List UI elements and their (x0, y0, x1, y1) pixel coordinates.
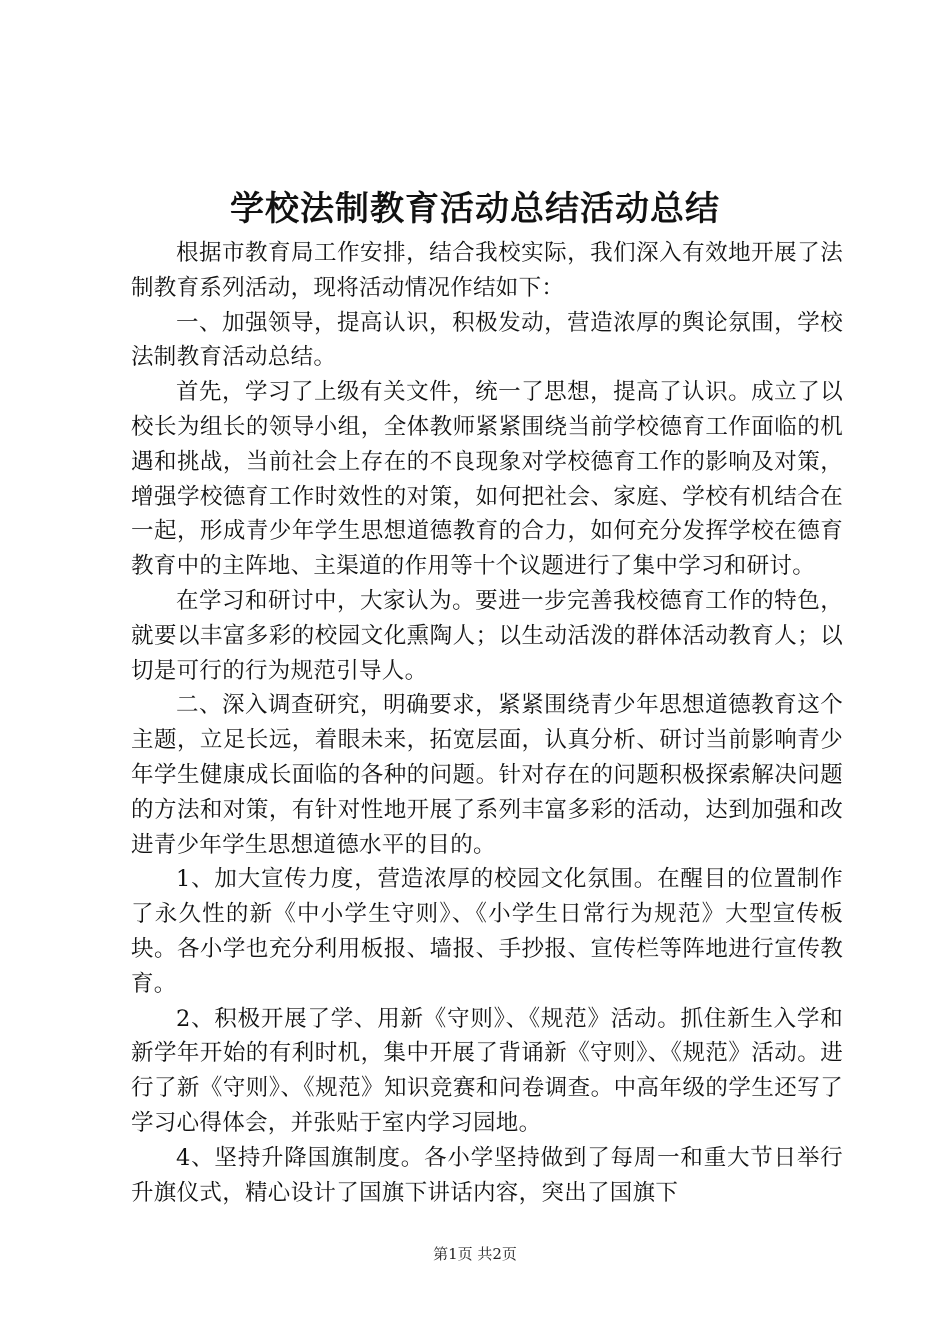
paragraph-discussion: 在学习和研讨中，大家认为。要进一步完善我校德育工作的特色，就要以丰富多彩的校园文化熏陶人；以生动活泼的群体活动教育人；以切是可行的行为规范引导人。 (131, 587, 843, 684)
paragraph-item-4: 4、坚持升降国旗制度。各小学坚持做到了每周一和重大节日举行升旗仪式，精心设计了国旗下讲话内容，突出了国旗下 (131, 1144, 843, 1206)
paragraph-intro: 根据市教育局工作安排，结合我校实际，我们深入有效地开展了法制教育系列活动，现将活动情况作结如下： (131, 240, 843, 301)
paragraph-first: 首先，学习了上级有关文件，统一了思想，提高了认识。成立了以校长为组长的领导小组，全体教师紧紧围绕当前学校德育工作面临的机遇和挑战，当前社会上存在的不良现象对学校德育工作的影响及对策，增强学校德育工作时效性的对策，如何把社会、家庭、学校有机结合在一起，形成青少年学生思想道德教育的合力，如何充分发挥学校在德育教育中的主阵地、主渠道的作用等十个议题进行了集中学习和研讨。 (131, 379, 843, 580)
page-title: 学校法制教育活动总结活动总结 (230, 189, 720, 229)
paragraph-item-2: 2、积极开展了学、用新《守则》、《规范》活动。抓住新生入学和新学年开始的有利时机，集中开展了背诵新《守则》、《规范》活动。进行了新《守则》、《规范》知识竞赛和问卷调查。中高年级的学生还写了学习心得体会，并张贴于室内学习园地。 (131, 1005, 843, 1136)
page-number-footer: 第1页 共2页 (433, 1245, 517, 1263)
paragraph-item-1: 1、加大宣传力度，营造浓厚的校园文化氛围。在醒目的位置制作了永久性的新《中小学生守则》、《小学生日常行为规范》大型宣传板块。各小学也充分利用板报、墙报、手抄报、宣传栏等阵地进行宣传教育。 (131, 866, 843, 997)
paragraph-section-two: 二、深入调查研究，明确要求，紧紧围绕青少年思想道德教育这个主题，立足长远，着眼未来，拓宽层面，认真分析、研讨当前影响青少年学生健康成长面临的各种的问题。针对存在的问题积极探索解决问题的方法和对策，有针对性地开展了系列丰富多彩的活动，达到加强和改进青少年学生思想道德水平的目的。 (131, 692, 843, 858)
document-body (131, 236, 843, 1210)
paragraph-section-one: 一、加强领导，提高认识，积极发动，营造浓厚的舆论氛围，学校法制教育活动总结。 (131, 309, 843, 371)
